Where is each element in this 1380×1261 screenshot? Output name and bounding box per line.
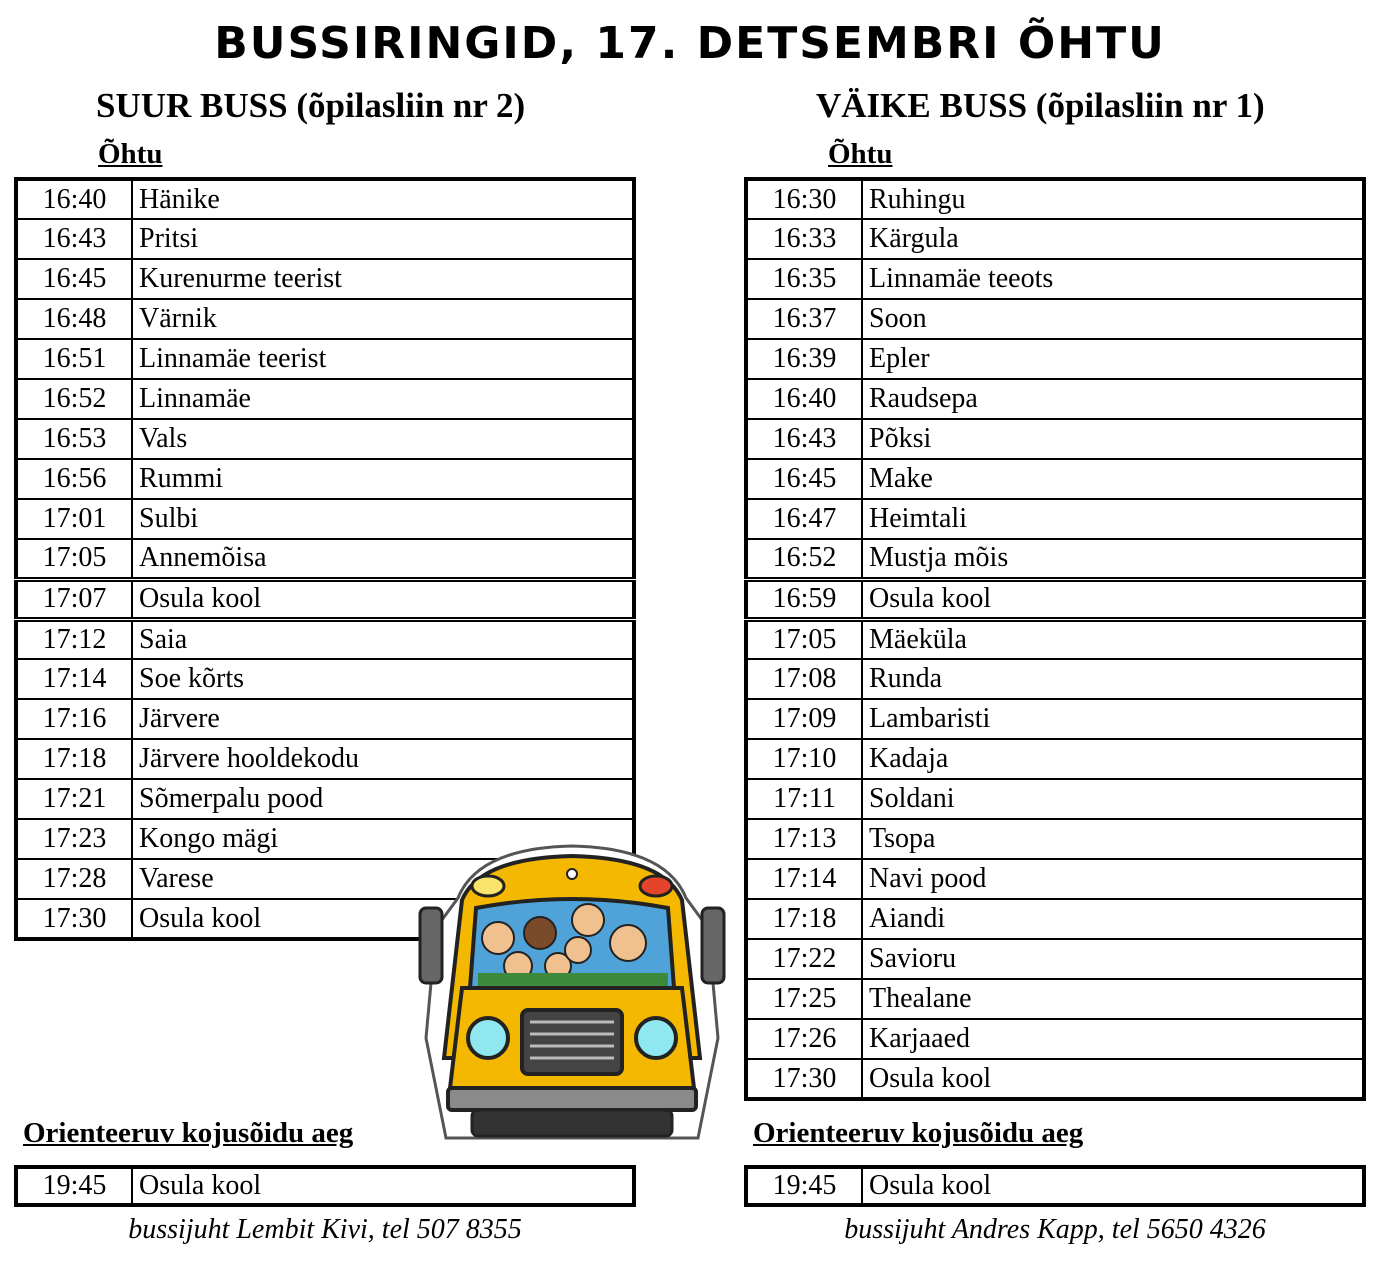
table-row [746, 779, 1364, 819]
table-row [16, 339, 634, 379]
left-schedule-table [14, 177, 636, 941]
stop-name: Make [862, 459, 1364, 499]
stop-name: Järvere hooldekodu [132, 739, 634, 779]
stop-time: 17:21 [16, 779, 132, 819]
table-row [16, 739, 634, 779]
stop-time: 17:10 [746, 739, 862, 779]
table-row [16, 579, 634, 619]
stop-name: Mustja mõis [862, 539, 1364, 579]
stop-time: 16:33 [746, 219, 862, 259]
table-row [746, 619, 1364, 659]
stop-name: Rummi [132, 459, 634, 499]
stop-time: 16:43 [746, 419, 862, 459]
stop-time: 16:53 [16, 419, 132, 459]
stop-name: Annemõisa [132, 539, 634, 579]
stop-name: Savioru [862, 939, 1364, 979]
stop-name: Linnamäe teerist [132, 339, 634, 379]
return-time: 19:45 [746, 1167, 862, 1205]
table-row [746, 859, 1364, 899]
table-row [746, 1059, 1364, 1099]
stop-time: 16:35 [746, 259, 862, 299]
stop-name: Thealane [862, 979, 1364, 1019]
stop-name: Epler [862, 339, 1364, 379]
stop-name: Ruhingu [862, 179, 1364, 219]
table-row [16, 499, 634, 539]
stop-name: Osula kool [862, 579, 1364, 619]
stop-name: Sõmerpalu pood [132, 779, 634, 819]
table-row [746, 299, 1364, 339]
right-return-table [744, 1165, 1366, 1207]
stop-name: Osula kool [132, 579, 634, 619]
stop-time: 17:25 [746, 979, 862, 1019]
stop-time: 16:45 [746, 459, 862, 499]
table-row [16, 219, 634, 259]
stop-time: 17:11 [746, 779, 862, 819]
table-row [746, 419, 1364, 459]
stop-time: 17:26 [746, 1019, 862, 1059]
stop-time: 17:22 [746, 939, 862, 979]
stop-name: Sulbi [132, 499, 634, 539]
stop-name: Aiandi [862, 899, 1364, 939]
stop-time: 16:45 [16, 259, 132, 299]
stop-time: 17:16 [16, 699, 132, 739]
stop-time: 16:52 [16, 379, 132, 419]
table-row [746, 939, 1364, 979]
stop-name: Osula kool [139, 902, 262, 934]
stop-name: Raudsepa [862, 379, 1364, 419]
stop-name: Kurenurme teerist [132, 259, 634, 299]
left-heading: SUUR BUSS (õpilasliin nr 2) [96, 86, 526, 125]
stop-name: Saia [132, 619, 634, 659]
stop-name: Lambaristi [862, 699, 1364, 739]
table-row [746, 699, 1364, 739]
stop-name: Soldani [862, 779, 1364, 819]
table-row [16, 539, 634, 579]
stop-time: 16:30 [746, 179, 862, 219]
stop-time: 16:48 [16, 299, 132, 339]
stop-name: Karjaaed [862, 1019, 1364, 1059]
stop-time: 17:28 [16, 859, 132, 899]
table-row [746, 459, 1364, 499]
left-return-table [14, 1165, 636, 1207]
right-return-heading: Orienteeruv kojusõidu aeg [753, 1117, 1084, 1149]
return-time: 19:45 [16, 1167, 132, 1205]
stop-name: Linnamäe [132, 379, 634, 419]
table-row [746, 539, 1364, 579]
stop-time: 16:59 [746, 579, 862, 619]
table-row [746, 899, 1364, 939]
stop-name: Järvere [132, 699, 634, 739]
stop-name: Pritsi [132, 219, 634, 259]
table-row [746, 259, 1364, 299]
table-row [16, 779, 634, 819]
table-row [746, 219, 1364, 259]
table-row [746, 579, 1364, 619]
stop-time: 16:39 [746, 339, 862, 379]
stop-time: 16:51 [16, 339, 132, 379]
stop-time: 17:23 [16, 819, 132, 859]
stop-time: 16:40 [16, 179, 132, 219]
table-row [746, 739, 1364, 779]
left-return-heading: Orienteeruv kojusõidu aeg [23, 1117, 354, 1149]
return-stop: Osula kool [869, 1170, 992, 1201]
school-bus-illustration [418, 838, 726, 1148]
stop-time: 17:18 [746, 899, 862, 939]
table-row [746, 659, 1364, 699]
stop-name: Runda [862, 659, 1364, 699]
stop-name: Tsopa [862, 819, 1364, 859]
stop-name: Kärgula [862, 219, 1364, 259]
stop-time: 16:52 [746, 539, 862, 579]
stop-name: Osula kool [869, 1062, 992, 1094]
stop-time: 17:05 [746, 619, 862, 659]
stop-time: 17:18 [16, 739, 132, 779]
stop-name: Kadaja [862, 739, 1364, 779]
stop-time: 16:56 [16, 459, 132, 499]
stop-name: Mäeküla [862, 619, 1364, 659]
table-row [746, 819, 1364, 859]
right-schedule-table [744, 177, 1366, 1101]
table-row [746, 179, 1364, 219]
left-subheading: Õhtu [98, 138, 163, 170]
stop-name: Soe kõrts [132, 659, 634, 699]
stop-time: 16:37 [746, 299, 862, 339]
table-row [16, 659, 634, 699]
table-row [16, 419, 634, 459]
stop-time: 17:07 [16, 579, 132, 619]
stop-name: Hänike [132, 179, 634, 219]
stop-time: 17:30 [16, 899, 132, 939]
stop-name: Värnik [132, 299, 634, 339]
stop-name: Kongo mägi [132, 819, 634, 859]
stop-time: 17:30 [746, 1059, 862, 1099]
table-row [16, 259, 634, 299]
table-row [16, 379, 634, 419]
table-row [746, 1019, 1364, 1059]
stop-time: 17:08 [746, 659, 862, 699]
stop-time: 17:13 [746, 819, 862, 859]
right-heading: VÄIKE BUSS (õpilasliin nr 1) [816, 86, 1265, 125]
table-row [746, 1167, 1364, 1205]
table-row [16, 179, 634, 219]
stop-name: Põksi [862, 419, 1364, 459]
stop-name: Linnamäe teeots [862, 259, 1364, 299]
return-stop: Osula kool [139, 1170, 262, 1201]
stop-time: 17:05 [16, 539, 132, 579]
stop-name: Heimtali [862, 499, 1364, 539]
table-row [746, 339, 1364, 379]
page-title: BUSSIRINGID, 17. DETSEMBRI ÕHTU [214, 18, 1166, 69]
table-row [16, 699, 634, 739]
table-row [16, 459, 634, 499]
stop-time: 16:40 [746, 379, 862, 419]
stop-time: 16:47 [746, 499, 862, 539]
left-driver-contact: bussijuht Lembit Kivi, tel 507 8355 [128, 1214, 522, 1245]
table-row [16, 1167, 634, 1205]
table-row [746, 499, 1364, 539]
table-row [16, 619, 634, 659]
stop-time: 17:09 [746, 699, 862, 739]
right-driver-contact: bussijuht Andres Kapp, tel 5650 4326 [844, 1214, 1266, 1245]
stop-name: Varese [132, 859, 634, 899]
stop-time: 17:01 [16, 499, 132, 539]
table-row [746, 379, 1364, 419]
stop-time: 17:14 [746, 859, 862, 899]
right-subheading: Õhtu [828, 138, 893, 170]
stop-time: 17:12 [16, 619, 132, 659]
table-row [746, 979, 1364, 1019]
stop-time: 16:43 [16, 219, 132, 259]
table-row [16, 299, 634, 339]
stop-name: Soon [862, 299, 1364, 339]
stop-name: Navi pood [862, 859, 1364, 899]
stop-time: 17:14 [16, 659, 132, 699]
stop-name: Vals [132, 419, 634, 459]
